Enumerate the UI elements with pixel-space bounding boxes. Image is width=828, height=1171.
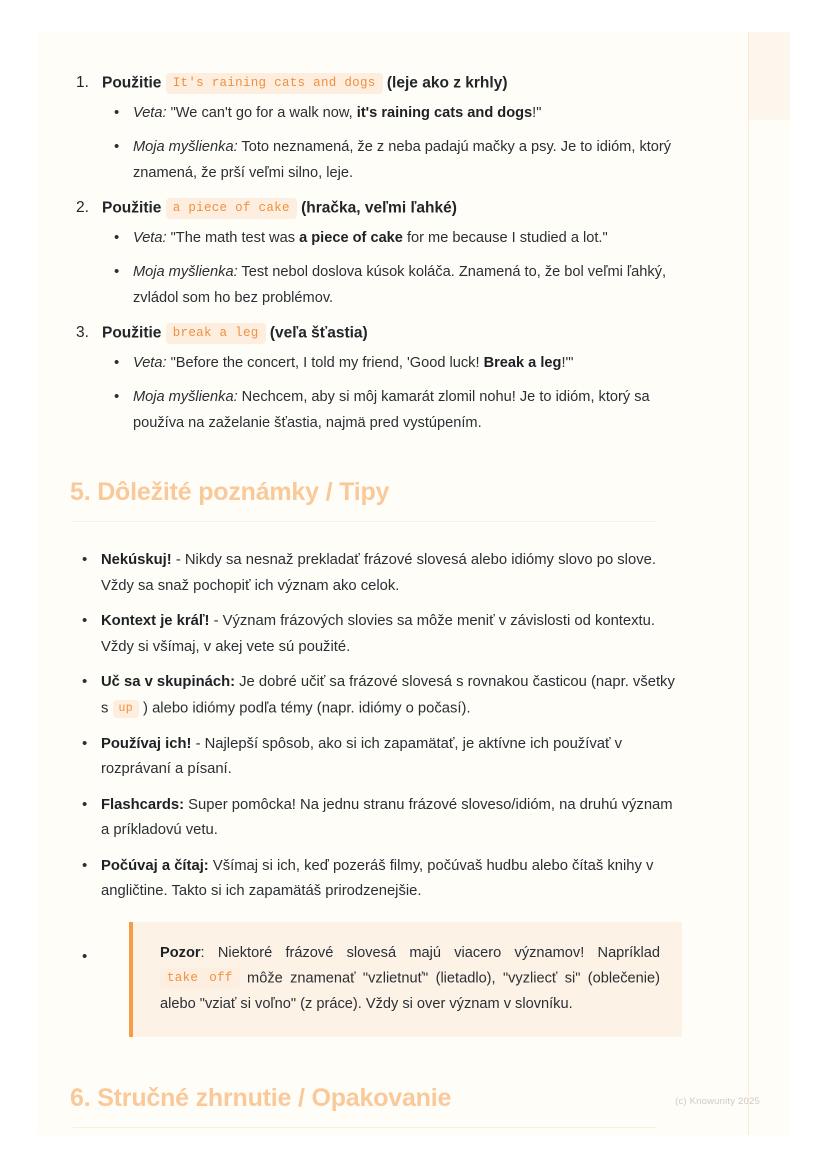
usage-translation: (veľa šťastia) [269, 324, 368, 342]
list-item [70, 793, 682, 844]
list-item [70, 732, 682, 783]
usage-label: Použitie [102, 74, 162, 92]
list-item [102, 226, 682, 252]
callout-text-before: : Niektoré frázové slovesá majú viacero významov! Napríklad [200, 944, 660, 961]
sub-item-post: !" [532, 104, 542, 121]
list-item [70, 670, 682, 722]
sub-item-pre: Toto neznamená, že z neba padajú mačky a psy. Je to idióm, ktorý znamená, že prší veľmi silno, leje. [133, 139, 672, 181]
list-item [102, 135, 682, 186]
sub-item-post: for me because I studied a lot." [402, 229, 608, 246]
document-content [70, 32, 682, 1128]
corner-tint [749, 32, 790, 120]
tip-bold: Flashcards: [101, 796, 185, 813]
tip-text-after: ) alebo idiómy podľa témy (napr. idiómy o počasí). [138, 700, 471, 716]
list-number: 1. [76, 74, 89, 91]
tip-bold: Uč sa v skupinách: [101, 674, 236, 690]
usage-label: Použitie [102, 199, 162, 217]
list-item [102, 101, 682, 127]
list-item [70, 609, 682, 660]
list-item [70, 320, 682, 436]
sub-item-label: Veta: [133, 104, 167, 121]
usage-heading [102, 195, 682, 222]
sub-item-pre: Nechcem, aby si môj kamarát zlomil nohu! Je to idióm, ktorý sa používa na zaželanie šťastia, najmä pred vystúpením. [133, 389, 650, 431]
tip-bold: Nekúskuj! [101, 552, 172, 568]
list-number: 3. [76, 324, 89, 341]
usage-label: Použitie [102, 324, 162, 342]
document-page [37, 32, 790, 1135]
usage-sub-list [102, 226, 682, 312]
section-title-tips: 5. Dôležité poznámky / Tipy [70, 478, 390, 506]
sub-item-label: Veta: [133, 229, 167, 246]
list-item [102, 260, 682, 311]
sub-item-label: Moja myšlienka: [133, 389, 238, 405]
code-chip: up [113, 700, 139, 718]
tip-text: Je dobré učiť sa frázové slovesá s rovnakou časticou (napr. všetky s [101, 674, 675, 716]
section-title-summary: 6. Stručné zhrnutie / Opakovanie [70, 1083, 452, 1112]
sub-item-pre: "We can't go for a walk now, [166, 104, 357, 121]
usage-heading [102, 70, 682, 97]
code-chip: take off [160, 968, 240, 989]
code-chip: a piece of cake [166, 198, 297, 219]
warning-callout [129, 922, 682, 1037]
tip-bold: Kontext je kráľ! [101, 613, 210, 629]
list-item [102, 385, 682, 436]
section-divider [73, 1127, 656, 1128]
usage-sub-list [102, 101, 682, 187]
tip-text: - Nikdy sa nesnaž prekladať frázové slovesá alebo idiómy slovo po slove. Vždy sa snaž pochopiť ich význam ako celok. [101, 552, 656, 594]
list-item [102, 351, 682, 377]
tip-text: - Význam frázových slovies sa môže meniť v závislosti od kontextu. Vždy si všímaj, v akej vete sú použité. [101, 613, 655, 655]
tip-text: Super pomôcka! Na jednu stranu frázové sloveso/idióm, na druhú význam a príkladovú vetu. [101, 796, 673, 838]
code-chip: break a leg [166, 323, 266, 344]
list-item [70, 854, 682, 905]
list-item [70, 195, 682, 311]
sub-item-pre: Test nebol doslova kúsok koláča. Znamená to, že bol veľmi ľahký, zvládol som ho bez problémov. [133, 264, 667, 306]
usage-sub-list [102, 351, 682, 437]
list-item [70, 548, 682, 599]
usage-heading [102, 320, 682, 347]
sub-item-bold: a piece of cake [299, 229, 403, 246]
sub-item-pre: "Before the concert, I told my friend, 'Good luck! [166, 354, 484, 371]
list-item-callout [70, 922, 682, 1037]
list-number: 2. [76, 199, 89, 216]
sub-item-bold: Break a leg [483, 354, 562, 371]
tip-bold: Počúvaj a čítaj: [101, 857, 209, 874]
sub-item-label: Moja myšlienka: [133, 139, 238, 155]
sub-item-post: !'" [561, 354, 574, 371]
footer-copyright: (c) Knowunity 2025 [675, 1096, 760, 1107]
usage-translation: (leje ako z krhly) [386, 74, 508, 92]
sub-item-label: Veta: [133, 354, 167, 371]
sub-item-label: Moja myšlienka: [133, 264, 238, 280]
tip-bold: Používaj ich! [101, 735, 192, 752]
sub-item-pre: "The math test was [166, 229, 300, 246]
list-item [70, 70, 682, 186]
usage-translation: (hračka, veľmi ľahké) [301, 199, 457, 217]
code-chip: It's raining cats and dogs [166, 73, 383, 94]
tip-text: Všímaj si ich, keď pozeráš filmy, počúvaš hudbu alebo čítaš knihy v angličtine. Takto si ich zapamätáš prirodzenejšie. [101, 857, 654, 899]
tips-list [70, 548, 682, 1037]
usage-list [70, 70, 682, 436]
callout-bold: Pozor [160, 944, 201, 961]
callout-text-after: môže znamenať "vzlietnuť" (lietadlo), "vyzliecť si" (oblečenie) alebo "vziať si voľno" (z práce). Vždy si over význam v slovníku. [160, 970, 660, 1012]
tip-text: - Najlepší spôsob, ako si ich zapamätať, je aktívne ich používať v rozprávaní a písaní. [101, 735, 623, 777]
margin-rule [748, 32, 749, 1135]
sub-item-bold: it's raining cats and dogs [356, 104, 533, 121]
